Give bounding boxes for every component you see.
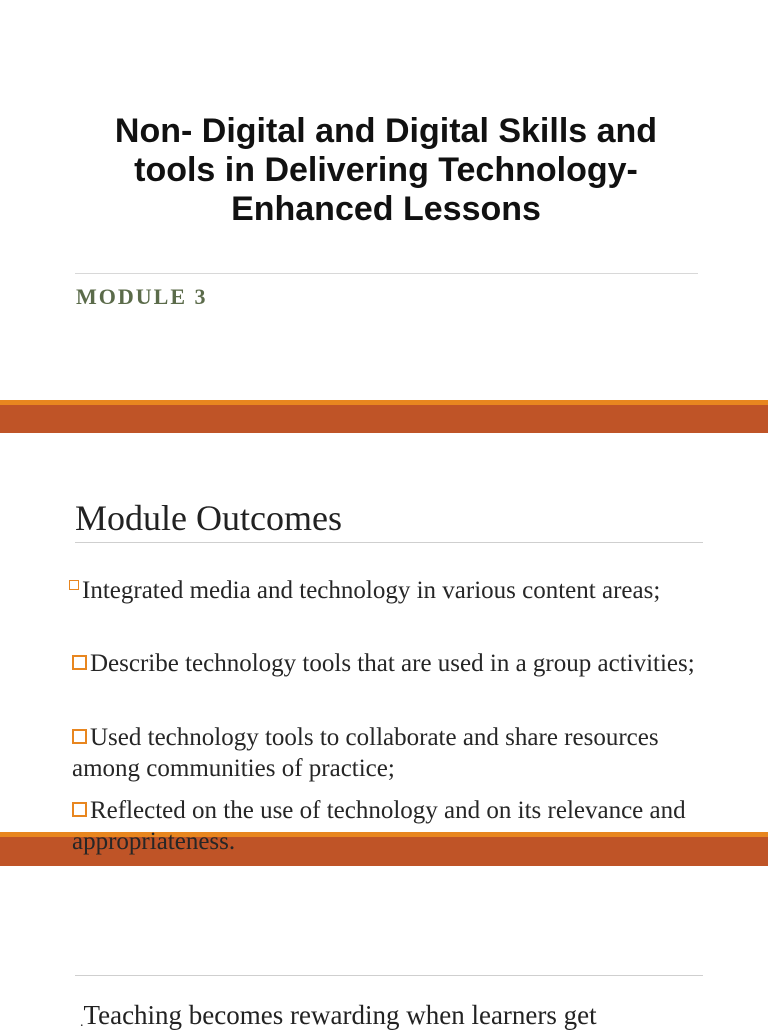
slide-separator: [0, 405, 768, 433]
checkbox-bullet-icon: [72, 655, 87, 670]
checkbox-bullet-icon: [72, 802, 87, 817]
outcome-text: Used technology tools to collaborate and share resources among communities of practice;: [72, 724, 659, 782]
slide3-body-text: [80, 1000, 740, 1031]
outcome-text: Reflected on the use of technology and on its relevance and appropriateness.: [72, 797, 686, 855]
module-label: MODULE 3: [76, 284, 208, 309]
heading-divider: [75, 542, 703, 543]
outcome-text: Integrated media and technology in various content areas;: [82, 577, 661, 604]
bullet-dot-icon: .: [80, 1015, 84, 1030]
outcome-text: Describe technology tools that are used in a group activities;: [90, 650, 695, 677]
outcome-item: [72, 722, 712, 784]
outcomes-heading: Module Outcomes: [75, 498, 342, 538]
outcome-item: [72, 575, 712, 606]
outcome-item: [72, 795, 712, 857]
checkbox-bullet-icon: [72, 729, 87, 744]
slide3-divider: [75, 975, 703, 976]
outcome-item: [72, 648, 712, 679]
slide-title: Non- Digital and Digital Skills and tools in Delivering Technology-Enhanced Lessons: [114, 112, 658, 228]
title-divider: [75, 273, 698, 274]
checkbox-bullet-icon: [69, 580, 79, 590]
slide3-text: Teaching becomes rewarding when learners get: [83, 1000, 597, 1030]
